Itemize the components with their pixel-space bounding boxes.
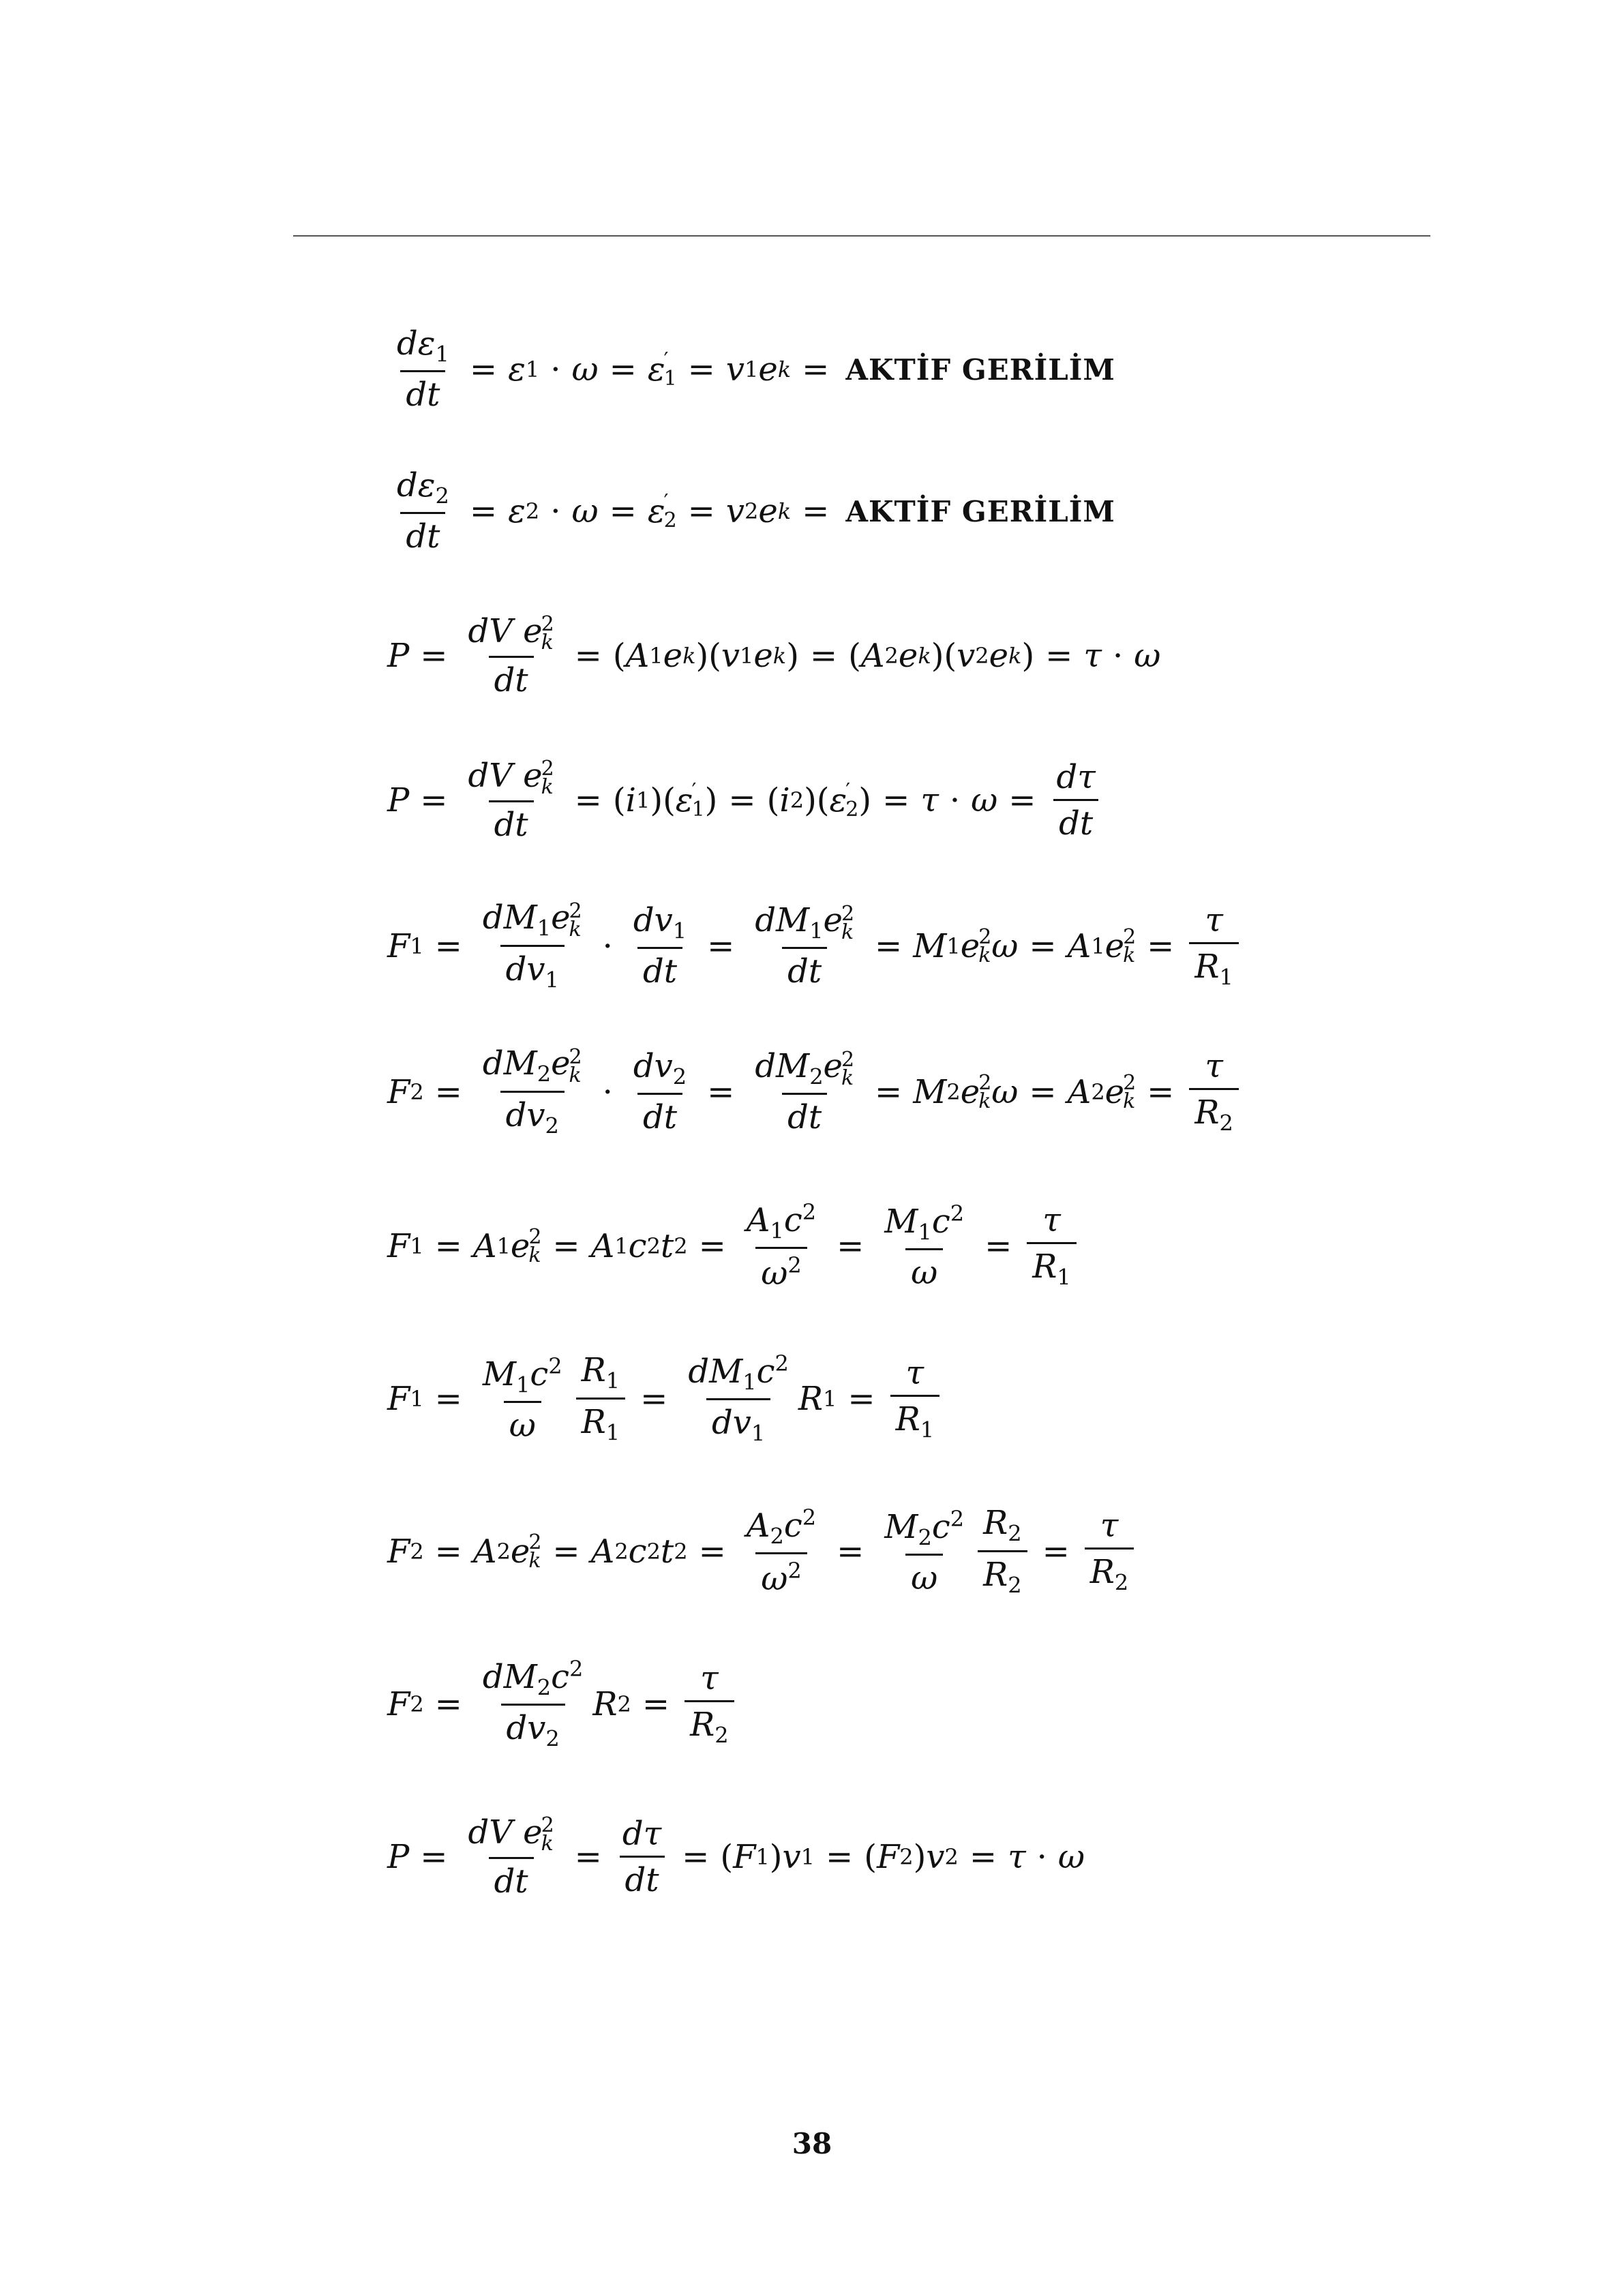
fraction: $\frac{\tau}{R_1}$ [890, 1356, 940, 1442]
fraction: dV e 2 k dt [468, 611, 554, 700]
fraction: $\frac{M_1c^2}{\omega}$ [482, 1353, 562, 1445]
equation-5: F 1 = $dM_1e$ 2 k $dv_1$ · $\frac{dv_1}{dt}$ = $dM_1e$ 2 k dt = M 1 e 2 k ω = A 1 e 2 k = $\frac{\tau}{R_1}$ [387, 871, 1243, 1021]
equation-9: F 2 = A 2 e 2 k = A 2 c 2 t 2 = $\frac{A_2c^2}{\omega^2}$ = $\frac{M_2c^2}{\omega}$ $\frac{R_2}{R_2}$ = $\frac{\tau}{R_2}$ [387, 1477, 1138, 1627]
fraction: $\frac{dM_1c^2}{dv_1}$ [688, 1350, 789, 1447]
equation-1: $\frac{d\varepsilon_1}{dt}$ = ε 1 · ω = ε ′ 1 = v 1 e k = AKTİF GERİLİM [387, 294, 1115, 444]
fraction: $dM_2e$ 2 k $dv_2$ [482, 1044, 582, 1139]
header-rule [293, 235, 1430, 237]
fraction: $\frac{\tau}{R_2}$ [1189, 1049, 1239, 1135]
equation-6: F 2 = $dM_2e$ 2 k $dv_2$ · $\frac{dv_2}{dt}$ = $dM_2e$ 2 k dt = M 2 e 2 k ω = A 2 e 2 k = $\frac{\tau}{R_2}$ [387, 1017, 1243, 1167]
fraction: $\frac{\tau}{R_1}$ [1189, 903, 1239, 989]
fraction: $\frac{d\tau}{dt}$ [1051, 760, 1101, 841]
annotation-label: AKTİF GERİLİM [845, 352, 1115, 387]
fraction: $\frac{M_2c^2}{\omega}$ [884, 1505, 965, 1597]
fraction: $\frac{A_2c^2}{\omega^2}$ [746, 1505, 817, 1599]
fraction: $\frac{dv_1}{dt}$ [633, 901, 687, 991]
fraction: dV e 2 k dt [468, 756, 554, 845]
fraction: $\frac{dM_2c^2}{dv_2}$ [482, 1655, 584, 1752]
fraction: $\frac{d\varepsilon_2}{dt}$ [397, 466, 449, 556]
fraction: $\frac{R_1}{R_1}$ [576, 1353, 626, 1444]
fraction: $\frac{R_2}{R_2}$ [978, 1506, 1027, 1597]
fraction: $\frac{d\varepsilon_1}{dt}$ [397, 324, 449, 414]
fraction: $\frac{A_1c^2}{\omega^2}$ [746, 1199, 817, 1293]
fraction: $dM_2e$ 2 k dt [755, 1047, 855, 1137]
fraction: $\frac{M_1c^2}{\omega}$ [884, 1200, 965, 1292]
fraction: $\frac{\tau}{R_2}$ [1085, 1509, 1134, 1595]
fraction: $\frac{\tau}{R_1}$ [1027, 1203, 1077, 1289]
equation-7: F 1 = A 1 e 2 k = A 1 c 2 t 2 = $\frac{A_1c^2}{\omega^2}$ = $\frac{M_1c^2}{\omega}$ = $\frac{\tau}{R_1}$ [387, 1171, 1081, 1321]
equation-3: P = dV e 2 k dt = ( A 1 e k )( v 1 e k ) = ( A 2 e k )( v 2 e k ) = τ · ω [387, 611, 1161, 700]
annotation-label: AKTİF GERİLİM [845, 494, 1115, 528]
fraction: $dM_1e$ 2 k $dv_1$ [482, 898, 582, 993]
equation-11: P = dV e 2 k dt = $\frac{d\tau}{dt}$ = ( F 1 ) v 1 = ( F 2 ) v 2 = τ · ω [387, 1813, 1085, 1901]
equation-2: $\frac{d\varepsilon_2}{dt}$ = ε 2 · ω = ε ′ 2 = v 2 e k = AKTİF GERİLİM [387, 436, 1115, 586]
equation-10: F 2 = $\frac{dM_2c^2}{dv_2}$ R 2 = $\frac{\tau}{R_2}$ [387, 1629, 738, 1779]
equation-4: P = dV e 2 k dt = ( i 1 )( ε ′ 1 ) = ( i 2 )( ε ′ 2 ) = τ · ω = $\frac{d\tau}{dt}$ [387, 725, 1105, 875]
fraction: $\frac{\tau}{R_2}$ [685, 1661, 734, 1747]
page-number: 38 [792, 2127, 832, 2160]
fraction: $dM_1e$ 2 k dt [755, 901, 855, 991]
fraction: $\frac{dv_2}{dt}$ [633, 1047, 687, 1137]
fraction: $\frac{d\tau}{dt}$ [617, 1817, 667, 1897]
equation-8: F 1 = $\frac{M_1c^2}{\omega}$ $\frac{R_1}{R_1}$ = $\frac{dM_1c^2}{dv_1}$ R 1 = $\frac{\tau}{R_1}$ [387, 1324, 944, 1474]
fraction: dV e 2 k dt [468, 1813, 554, 1901]
